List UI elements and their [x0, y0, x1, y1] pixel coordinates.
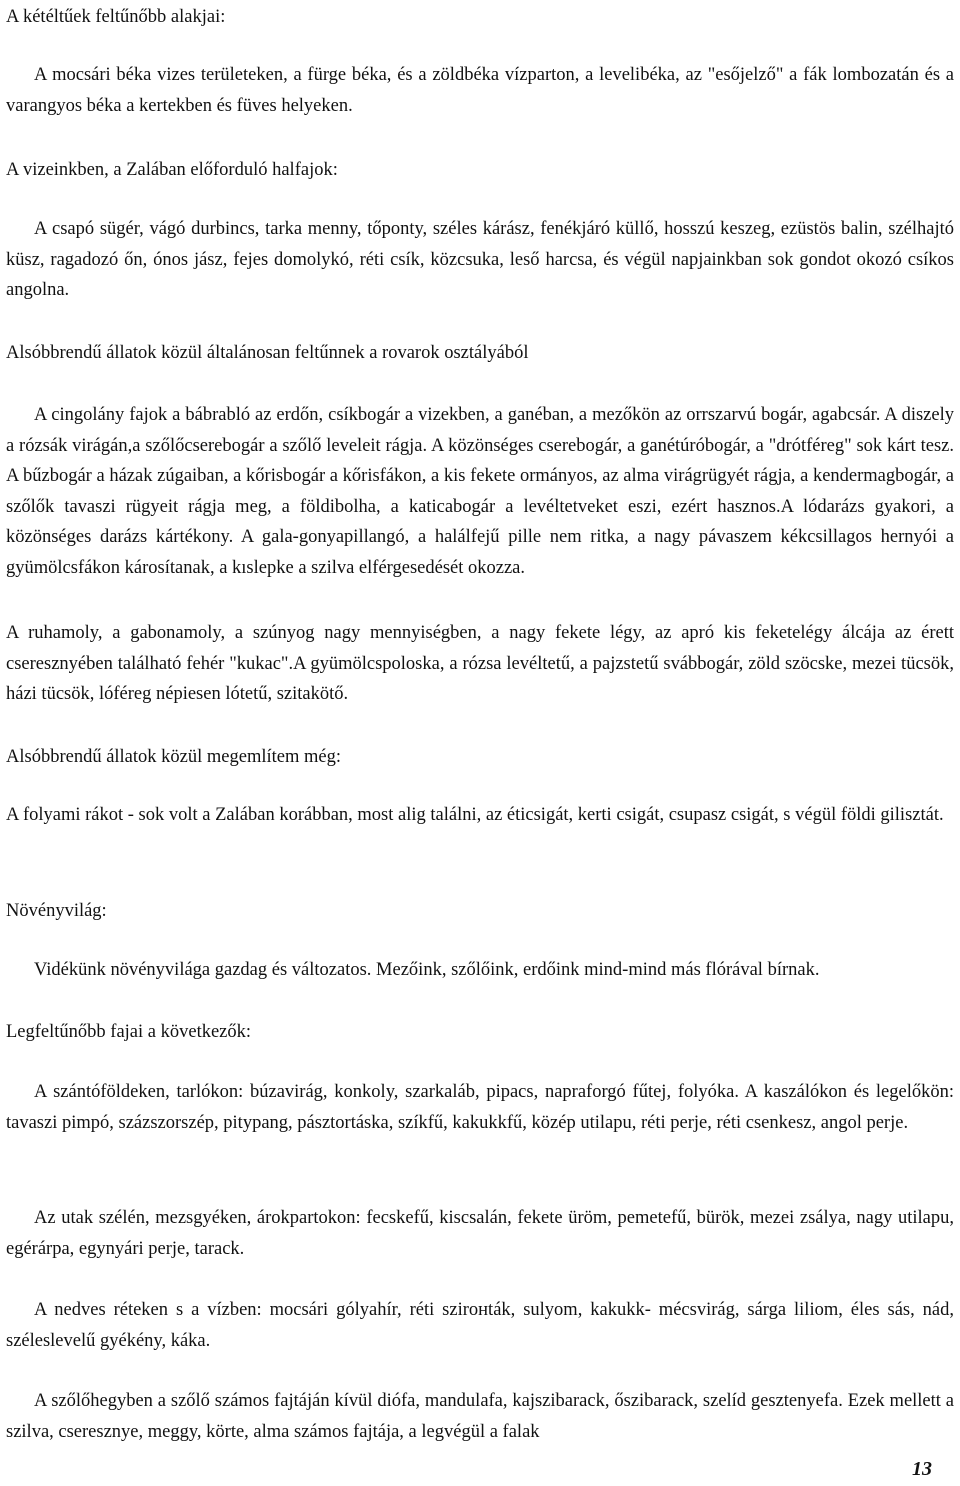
page-number: 13 [912, 1458, 932, 1480]
paragraph-lower-animals: A folyami rákot - sok volt a Zalában korábban, most alig találni, az éticsigát, kerti csigát, csupasz csigát, s végül földi gilisztát. [6, 805, 944, 825]
paragraph-wet-meadows: A nedves réteken s a vízben: mocsári gólyahír, réti szirонták, sulyom, kakukk- mécsvirág, sárga liliom, éles sás, nád, széleslevelű gyékény, káka. [6, 1300, 954, 1351]
paragraph-roads: Az utak szélén, mezsgyéken, árokpartokon: fecskefű, kiscsalán, fekete üröm, pemetefű, bürök, mezei zsálya, nagy utilapu, egérárpa, egynyári perje, tarack. [6, 1208, 954, 1259]
heading-lower-animals: Alsóbbrendű állatok közül megemlítem még: [6, 747, 341, 767]
heading-fish: A vizeinkben, a Zalában előforduló halfajok: [6, 160, 338, 180]
paragraph-fish: A csapó sügér, vágó durbincs, tarka menny, tőponty, széles kárász, fenékjáró küllő, hosszú keszeg, ezüstös balin, szélhajtó küsz, ragadozó őn, ónos jász, fejes domolykó, réti csík, közcsuka, leső harcsa, és végül napjainkban sok gondot okozó csíkos angolna. [6, 219, 954, 300]
paragraph-fields: A szántóföldeken, tarlókon: búzavirág, konkoly, szarkaláb, pipacs, napraforgó fűtej, folyóka. A kaszálókon és legelőkön: tavaszi pimpó, százszorszép, pitypang, pásztortáska, szíkfű, kakukkfű, közép utilapu, réti perje, réti csenkesz, angol perje. [6, 1082, 954, 1133]
heading-insects: Alsóbbrendű állatok közül általánosan feltűnnek a rovarok osztályából [6, 343, 529, 363]
paragraph-insects-2: A ruhamoly, a gabonamoly, a szúnyog nagy mennyiségben, a nagy fekete légy, az apró kis feketelégy álcája az érett cseresznyében található fehér "kukac".A gyümölcspoloska, a rózsa levéltetű, a pajzstetű svábbogár, zöld szöcske, mezei tücsök, házi tücsök, lóféreg népiesen lótetű, szitakötő. [6, 623, 954, 704]
heading-amphibians: A kétéltűek feltűnőbb alakjai: [6, 7, 226, 27]
paragraph-vineyard: A szőlőhegyben a szőlő számos fajtáján kívül diófa, mandulafa, kajszibarack, őszibarack, szelíd gesztenyefa. Ezek mellett a szilva, cseresznye, meggy, körte, alma számos fajtája, a legvégül a falak [6, 1391, 954, 1442]
heading-species: Legfeltűnőbb fajai a következők: [6, 1022, 252, 1042]
paragraph-insects-1: A cingolány fajok a bábrabló az erdőn, csíkbogár a vizekben, a ganéban, a mezőkön az orrszarvú bogár, agabcsár. A diszely a rózsák virágán,a szőlőcserebogár a szőlő leveleit rágja. A közönséges cserebogár, a ganétúróbogár, a "drótféreg" sok kárt tesz. A bűzbogár a házak zúgaiban, a kőrisbogár a kőrisfákon, a kis fekete ormányos, az alma virágrügyét rágja, a kendermagbogár, a szőlők tavaszi rügyeit rágja meg, a földibolha, a katicabogár a levéltetveket eszi, ezért hasznos.A lódarázs gyakori, a közönséges darázs kártékony. A gala-gonyapillangó, a halálfejű pille nem ritka, a nagy pávaszem kékcsillagos hernyói a gyümölcsfákon károsítanak, a kıslepke a szilva elférgesedését okozza. [6, 405, 954, 578]
paragraph-flora: Vidékünk növényvilága gazdag és változatos. Mezőink, szőlőink, erdőink mind-mind más flórával bírnak. [34, 960, 820, 980]
paragraph-frogs: A mocsári béka vizes területeken, a fürge béka, és a zöldbéka vízparton, a levelibéka, az "esőjelző" a fák lombozatán és a varangyos béka a kertekben és füves helyeken. [6, 65, 954, 116]
heading-flora: Növényvilág: [6, 901, 107, 921]
